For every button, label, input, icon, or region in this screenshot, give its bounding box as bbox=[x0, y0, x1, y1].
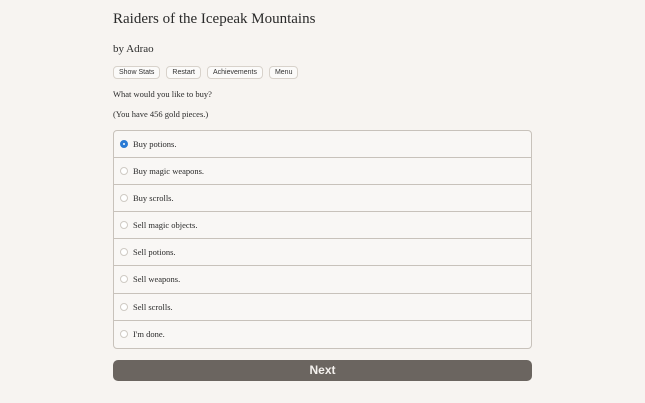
restart-button[interactable]: Restart bbox=[166, 66, 201, 79]
choice-label: I'm done. bbox=[133, 328, 165, 339]
choice-label: Sell scrolls. bbox=[133, 301, 173, 312]
choice-option[interactable] bbox=[114, 294, 531, 321]
toolbar bbox=[113, 66, 532, 80]
radio-icon[interactable] bbox=[120, 167, 128, 175]
radio-icon[interactable] bbox=[120, 330, 128, 338]
choice-label: Buy scrolls. bbox=[133, 193, 174, 204]
gold-note: (You have 456 gold pieces.) bbox=[113, 109, 209, 119]
game-title: Raiders of the Icepeak Mountains bbox=[113, 11, 316, 27]
choice-option[interactable] bbox=[114, 212, 531, 239]
choice-list bbox=[113, 130, 532, 349]
choice-option[interactable] bbox=[114, 321, 531, 348]
question-text: What would you like to buy? bbox=[113, 89, 212, 99]
choice-label: Sell weapons. bbox=[133, 274, 181, 285]
main-content bbox=[113, 0, 532, 381]
radio-icon[interactable] bbox=[120, 140, 128, 148]
show-stats-button[interactable]: Show Stats bbox=[113, 66, 160, 79]
radio-icon[interactable] bbox=[120, 248, 128, 256]
achievements-button[interactable]: Achievements bbox=[207, 66, 263, 79]
radio-icon[interactable] bbox=[120, 221, 128, 229]
radio-icon[interactable] bbox=[120, 194, 128, 202]
choice-option[interactable] bbox=[114, 131, 531, 158]
radio-icon[interactable] bbox=[120, 275, 128, 283]
choice-option[interactable] bbox=[114, 158, 531, 185]
choice-label: Sell magic objects. bbox=[133, 220, 198, 231]
choice-option[interactable] bbox=[114, 266, 531, 293]
game-author: by Adrao bbox=[113, 43, 154, 55]
choice-label: Buy potions. bbox=[133, 139, 177, 149]
radio-icon[interactable] bbox=[120, 303, 128, 311]
choice-option[interactable] bbox=[114, 185, 531, 212]
choice-label: Sell potions. bbox=[133, 247, 176, 258]
choice-option[interactable] bbox=[114, 239, 531, 266]
next-button[interactable]: Next bbox=[113, 360, 532, 381]
choice-label: Buy magic weapons. bbox=[133, 166, 205, 177]
menu-button[interactable]: Menu bbox=[269, 66, 299, 79]
